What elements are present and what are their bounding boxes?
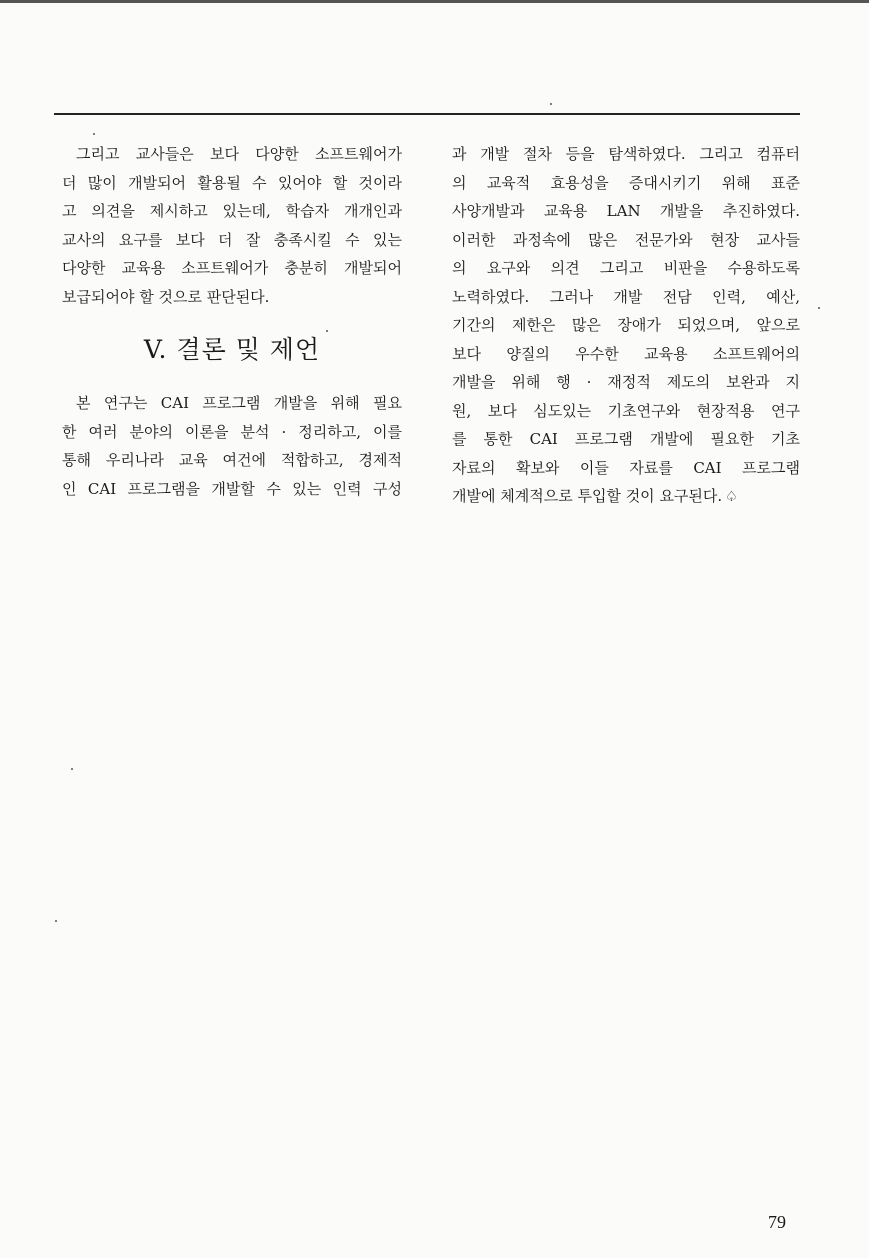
scan-speck bbox=[326, 330, 328, 332]
left-column bbox=[62, 140, 402, 503]
text-line: 를 통한 CAI 프로그램 개발에 필요한 기초 bbox=[452, 430, 800, 448]
text-line: 보다 양질의 우수한 교육용 소프트웨어의 bbox=[452, 344, 800, 363]
text-line: 개발을 위해 행 · 재정적 제도의 보완과 지 bbox=[452, 373, 800, 391]
paragraph-conclusion-continued bbox=[452, 140, 800, 511]
text-line: 의 요구와 의견 그리고 비판을 수용하도록 bbox=[452, 259, 800, 277]
text-line: 교사의 요구를 보다 더 잘 충족시킬 수 있는 bbox=[62, 230, 402, 249]
text-line: 원, 보다 심도있는 기초연구와 현장적용 연구 bbox=[452, 401, 800, 420]
text-line: 인 CAI 프로그램을 개발할 수 있는 인력 구성 bbox=[62, 479, 402, 498]
text-line: 기간의 제한은 많은 장애가 되었으며, 앞으로 bbox=[452, 316, 800, 334]
text-line: 통해 우리나라 교육 여건에 적합하고, 경제적 bbox=[62, 451, 402, 469]
text-line: 그리고 교사들은 보다 다양한 소프트웨어가 bbox=[76, 145, 402, 163]
section-title: V. 결론 및 제언 bbox=[143, 335, 321, 364]
text-line: 자료의 확보와 이들 자료를 CAI 프로그램 bbox=[452, 458, 800, 477]
header-rule bbox=[54, 113, 800, 115]
scan-speck bbox=[550, 103, 552, 105]
page-number: 79 bbox=[768, 1212, 786, 1232]
text-line: 이러한 과정속에 많은 전문가와 현장 교사들 bbox=[452, 230, 800, 249]
text-line: 노력하였다. 그러나 개발 전담 인력, 예산, bbox=[452, 287, 800, 306]
scan-speck bbox=[55, 920, 57, 922]
page-top-edge bbox=[0, 0, 869, 3]
text-line: 본 연구는 CAI 프로그램 개발을 위해 필요 bbox=[76, 394, 402, 412]
text-line: 개발에 체계적으로 투입할 것이 요구된다. bbox=[452, 487, 723, 505]
text-line: 고 의견을 제시하고 있는데, 학습자 개개인과 bbox=[62, 202, 402, 220]
paragraph-teachers-opinion bbox=[62, 140, 402, 311]
scan-speck bbox=[71, 768, 73, 770]
scan-speck bbox=[818, 307, 820, 309]
scan-speck bbox=[93, 133, 95, 135]
right-column bbox=[452, 140, 800, 511]
text-line-last bbox=[452, 482, 800, 511]
text-line: 더 많이 개발되어 활용될 수 있어야 할 것이라 bbox=[62, 173, 402, 192]
text-line: 사양개발과 교육용 LAN 개발을 추진하였다. bbox=[452, 202, 800, 220]
text-line: 과 개발 절차 등을 탐색하였다. 그리고 컴퓨터 bbox=[452, 145, 800, 163]
text-line: 다양한 교육용 소프트웨어가 충분히 개발되어 bbox=[62, 259, 402, 277]
text-line: 의 교육적 효용성을 증대시키기 위해 표준 bbox=[452, 173, 800, 192]
end-mark-icon: ♤ bbox=[725, 489, 738, 505]
text-line: 보급되어야 할 것으로 판단된다. bbox=[62, 287, 270, 306]
paragraph-conclusion-start bbox=[62, 389, 402, 503]
text-line: 한 여러 분야의 이론을 분석 · 정리하고, 이를 bbox=[62, 422, 402, 441]
